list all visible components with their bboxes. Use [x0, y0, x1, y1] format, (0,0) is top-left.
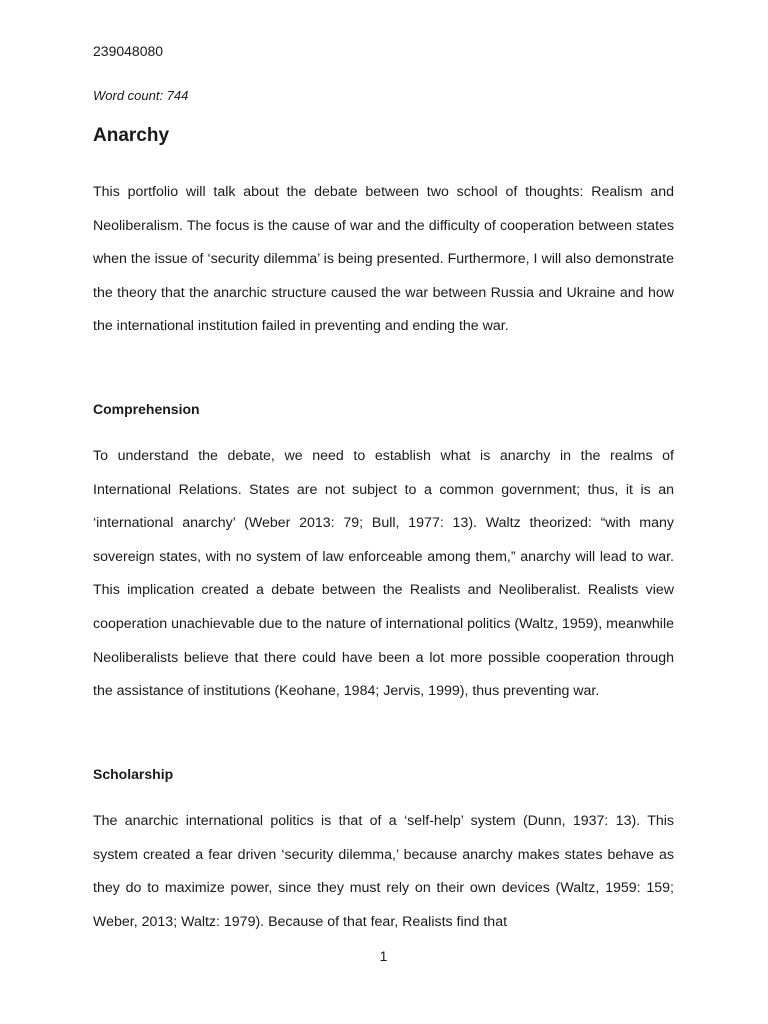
- document-page: [93, 0, 674, 1024]
- section-heading-comprehension: Comprehension: [93, 401, 200, 417]
- document-title: Anarchy: [93, 125, 170, 146]
- student-id: 239048080: [93, 43, 164, 59]
- comprehension-paragraph: To understand the debate, we need to establish what is anarchy in the realms of International Relations. States are not subject to a common government; thus, it is an ‘international anarchy’ (Weber 2013: 79; Bull, 1977: 13). Waltz theorized: “with many sovereign states, with no system of law enforceable among them,” anarchy will lead to war. This implication created a debate between the Realists and Neoliberalist. Realists view cooperation unachievable due to the nature of international politics (Waltz, 1959), meanwhile Neoliberalists believe that there could have been a lot more possible cooperation through the assistance of institutions (Keohane, 1984; Jervis, 1999), thus preventing war.: [93, 448, 674, 700]
- section-heading-scholarship: Scholarship: [93, 766, 174, 782]
- intro-paragraph: This portfolio will talk about the debate between two school of thoughts: Realism and Neoliberalism. The focus is the cause of war and the difficulty of cooperation between states when the issue of ‘security dilemma’ is being presented. Furthermore, I will also demonstrate the theory that the anarchic structure caused the war between Russia and Ukraine and how the international institution failed in preventing and ending the war.: [93, 184, 674, 335]
- scholarship-paragraph: The anarchic international politics is that of a ‘self-help’ system (Dunn, 1937: 13). This system created a fear driven ‘security dilemma,’ because anarchy makes states behave as they do to maximize power, since they must rely on their own devices (Waltz, 1959: 159; Weber, 2013; Waltz: 1979). Because of that fear, Realists find that: [93, 813, 674, 930]
- page-number: 1: [379, 948, 388, 964]
- word-count: Word count: 744: [93, 88, 189, 103]
